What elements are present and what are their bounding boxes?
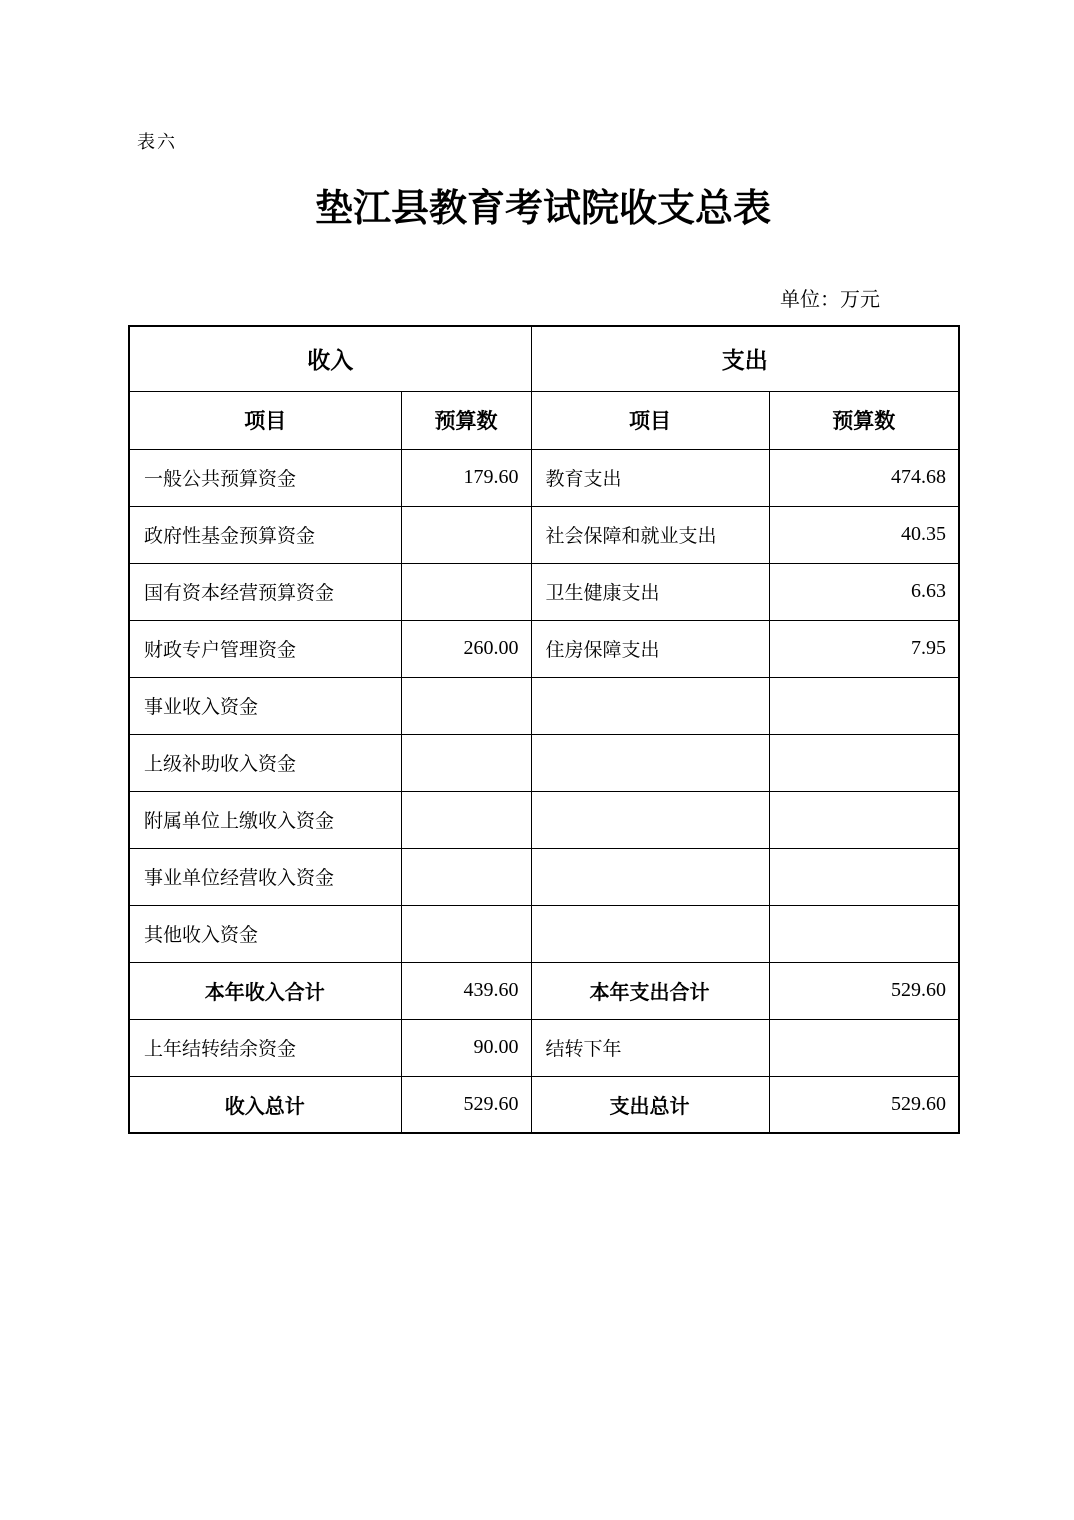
income-item-cell: 收入总计 [129,1076,401,1133]
budget-table [128,325,960,1134]
expense-item-cell [531,677,769,734]
income-item-cell: 上级补助收入资金 [129,734,401,791]
expense-item-cell: 支出总计 [531,1076,769,1133]
income-budget-cell: 90.00 [401,1019,531,1076]
table-body [129,449,959,1133]
table-row [129,677,959,734]
expense-budget-cell [769,905,959,962]
income-budget-cell [401,905,531,962]
table-row [129,734,959,791]
expense-item-cell: 社会保障和就业支出 [531,506,769,563]
table-row [129,962,959,1019]
expense-item-cell: 结转下年 [531,1019,769,1076]
expense-item-header: 项目 [531,391,769,449]
income-item-cell: 政府性基金预算资金 [129,506,401,563]
income-budget-cell [401,506,531,563]
table-row [129,506,959,563]
income-item-cell: 本年收入合计 [129,962,401,1019]
expense-group-header: 支出 [531,326,959,391]
table-row [129,563,959,620]
table-header [129,326,959,449]
expense-item-cell [531,905,769,962]
expense-item-cell: 教育支出 [531,449,769,506]
expense-budget-header: 预算数 [769,391,959,449]
income-budget-cell: 439.60 [401,962,531,1019]
table-row [129,1076,959,1133]
income-budget-cell [401,677,531,734]
table-row [129,449,959,506]
income-budget-header: 预算数 [401,391,531,449]
expense-budget-cell: 40.35 [769,506,959,563]
expense-item-cell [531,848,769,905]
expense-item-cell: 卫生健康支出 [531,563,769,620]
income-item-cell: 一般公共预算资金 [129,449,401,506]
income-budget-cell: 260.00 [401,620,531,677]
table-row [129,848,959,905]
income-item-header: 项目 [129,391,401,449]
expense-budget-cell: 529.60 [769,1076,959,1133]
income-budget-cell [401,791,531,848]
income-budget-cell [401,563,531,620]
income-budget-cell [401,734,531,791]
income-item-cell: 附属单位上缴收入资金 [129,791,401,848]
income-budget-cell: 529.60 [401,1076,531,1133]
income-item-cell: 其他收入资金 [129,905,401,962]
expense-budget-cell [769,677,959,734]
column-header-row [129,391,959,449]
table-row [129,905,959,962]
table-number-label: 表六 [137,132,177,152]
expense-budget-cell [769,734,959,791]
table-row [129,1019,959,1076]
unit-note: 单位：万元 [780,289,880,311]
income-group-header: 收入 [129,326,531,391]
group-header-row [129,326,959,391]
income-budget-cell: 179.60 [401,449,531,506]
income-item-cell: 事业收入资金 [129,677,401,734]
expense-budget-cell: 474.68 [769,449,959,506]
income-item-cell: 事业单位经营收入资金 [129,848,401,905]
page-title: 垫江县教育考试院收支总表 [314,188,771,230]
expense-budget-cell [769,848,959,905]
expense-budget-cell [769,791,959,848]
expense-item-cell: 本年支出合计 [531,962,769,1019]
table-row [129,620,959,677]
expense-item-cell [531,791,769,848]
income-item-cell: 上年结转结余资金 [129,1019,401,1076]
expense-budget-cell: 6.63 [769,563,959,620]
income-item-cell: 国有资本经营预算资金 [129,563,401,620]
income-budget-cell [401,848,531,905]
table-row [129,791,959,848]
expense-budget-cell: 529.60 [769,962,959,1019]
expense-budget-cell: 7.95 [769,620,959,677]
expense-budget-cell [769,1019,959,1076]
income-item-cell: 财政专户管理资金 [129,620,401,677]
expense-item-cell [531,734,769,791]
expense-item-cell: 住房保障支出 [531,620,769,677]
